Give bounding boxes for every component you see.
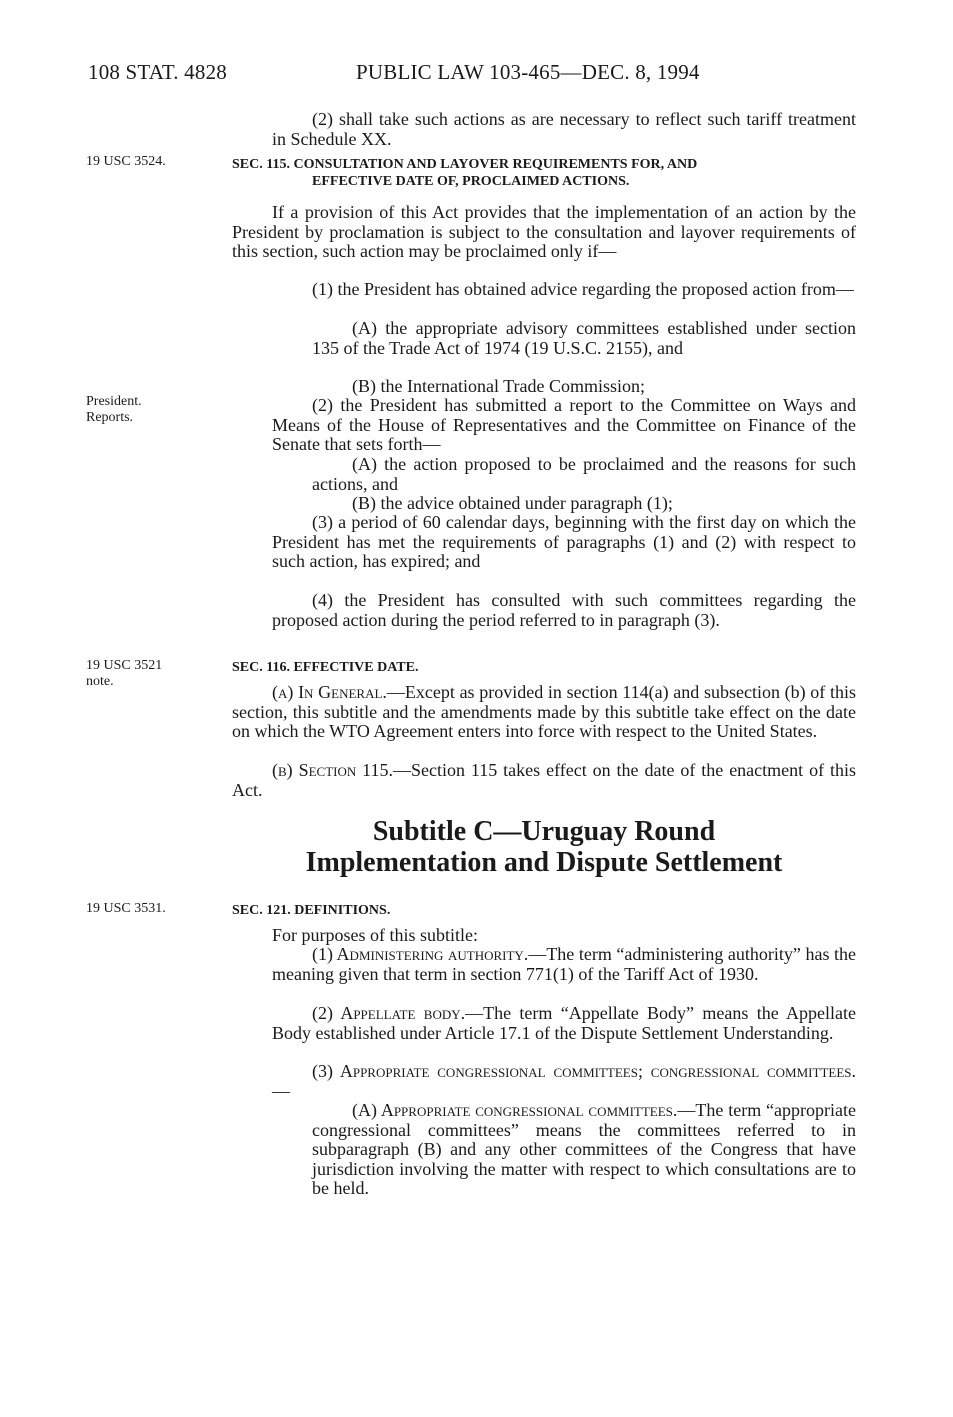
margin-note-line: 19 USC 3521 bbox=[86, 658, 163, 673]
sec-115-para-1a: (A) the appropriate advisory committees established under section 135 of the Trade Act of 1974 (19 U.S.C. 2155), and bbox=[312, 318, 856, 358]
definition-label: (A) Appropriate congressional committees. bbox=[352, 1100, 678, 1120]
paragraph-top: (2) shall take such actions as are necessary to reflect such tariff treatment in Schedule XX. bbox=[272, 109, 856, 149]
sec-115-para-3: (3) a period of 60 calendar days, beginning with the first day on which the President has met the requirements of paragraphs (1) and (2) with respect to such action, has expired; and bbox=[272, 512, 856, 571]
sec-115-para-2a: (A) the action proposed to be proclaimed and the reasons for such actions, and bbox=[312, 454, 856, 494]
margin-note-usc-3524: 19 USC 3524. bbox=[86, 154, 166, 169]
subtitle-line: Implementation and Dispute Settlement bbox=[305, 847, 783, 878]
definition-label: (1) Administering authority. bbox=[312, 944, 529, 964]
sec-115-para-1: (1) the President has obtained advice regarding the proposed action from— bbox=[312, 279, 854, 299]
sec-115-para-2b: (B) the advice obtained under paragraph (1); bbox=[352, 493, 673, 513]
sec-115-para-1b: (B) the International Trade Commission; bbox=[352, 376, 645, 396]
sec-121-intro: For purposes of this subtitle: bbox=[272, 925, 478, 945]
definition-text: — bbox=[272, 1080, 290, 1101]
definition-label: (2) Appellate body. bbox=[312, 1003, 466, 1023]
definition-text: —The term “Appellate Body” means the Appellate Body established under Article 17.1 of the Dispute Settlement Understanding. bbox=[272, 1003, 856, 1043]
margin-note-president-reports bbox=[86, 394, 142, 426]
sec-115-heading bbox=[232, 156, 856, 190]
margin-note-usc-3531: 19 USC 3531. bbox=[86, 901, 166, 916]
sec-116-heading: SEC. 116. EFFECTIVE DATE. bbox=[232, 660, 419, 675]
margin-note-line: President. bbox=[86, 394, 142, 409]
subsection-label: (a) In General. bbox=[272, 682, 387, 702]
subtitle-heading bbox=[232, 816, 856, 878]
definition-text: —The term “appropriate congressional committees” means the committees referred to in subparagraph (B) and any other committees of the Congress that have jurisdiction involving the matter with respect to which consultations are to be held. bbox=[312, 1100, 857, 1198]
heading-line: EFFECTIVE DATE OF, PROCLAIMED ACTIONS. bbox=[312, 174, 630, 189]
definition-text: —The term “administering authority” has the meaning given that term in section 771(1) of the Tariff Act of 1930. bbox=[272, 944, 856, 984]
heading-line: SEC. 115. CONSULTATION AND LAYOVER REQUIREMENTS FOR, AND bbox=[232, 157, 698, 172]
sec-116-subsection-b bbox=[232, 761, 856, 800]
sec-121-heading: SEC. 121. DEFINITIONS. bbox=[232, 903, 391, 918]
sec-121-para-1 bbox=[272, 945, 856, 984]
sec-115-para-4: (4) the President has consulted with such committees regarding the proposed action during the period referred to in paragraph (3). bbox=[272, 590, 856, 630]
subsection-label: (b) Section 115. bbox=[272, 760, 394, 780]
definition-label: (3) Appropriate congressional committees; congressional committees. bbox=[312, 1061, 856, 1081]
sec-121-para-3 bbox=[272, 1062, 856, 1101]
subtitle-line: Subtitle C—Uruguay Round bbox=[372, 816, 716, 847]
stat-reference: 108 STAT. 4828 bbox=[88, 60, 227, 84]
sec-116-subsection-a bbox=[232, 683, 856, 742]
subsection-text: —Section 115 takes effect on the date of the enactment of this Act. bbox=[232, 760, 856, 800]
margin-note-line: Reports. bbox=[86, 410, 134, 425]
margin-note-line: note. bbox=[86, 674, 114, 689]
sec-115-para-2: (2) the President has submitted a report to the Committee on Ways and Means of the House of Representatives and the Committee on Finance of the Senate that sets forth— bbox=[272, 395, 856, 454]
margin-note-usc-3521 bbox=[86, 658, 162, 690]
law-reference: PUBLIC LAW 103-465—DEC. 8, 1994 bbox=[356, 60, 700, 84]
subsection-text: —Except as provided in section 114(a) and subsection (b) of this section, this subtitle and the amendments made by this subtitle take effect on the date on which the WTO Agreement enters into force with respect to the United States. bbox=[232, 682, 856, 741]
sec-121-para-2 bbox=[272, 1004, 856, 1043]
sec-121-para-3a bbox=[312, 1101, 856, 1199]
sec-115-intro: If a provision of this Act provides that the implementation of an action by the President by proclamation is subject to the consultation and layover requirements of this section, such action may be proclaimed only if— bbox=[232, 202, 856, 261]
